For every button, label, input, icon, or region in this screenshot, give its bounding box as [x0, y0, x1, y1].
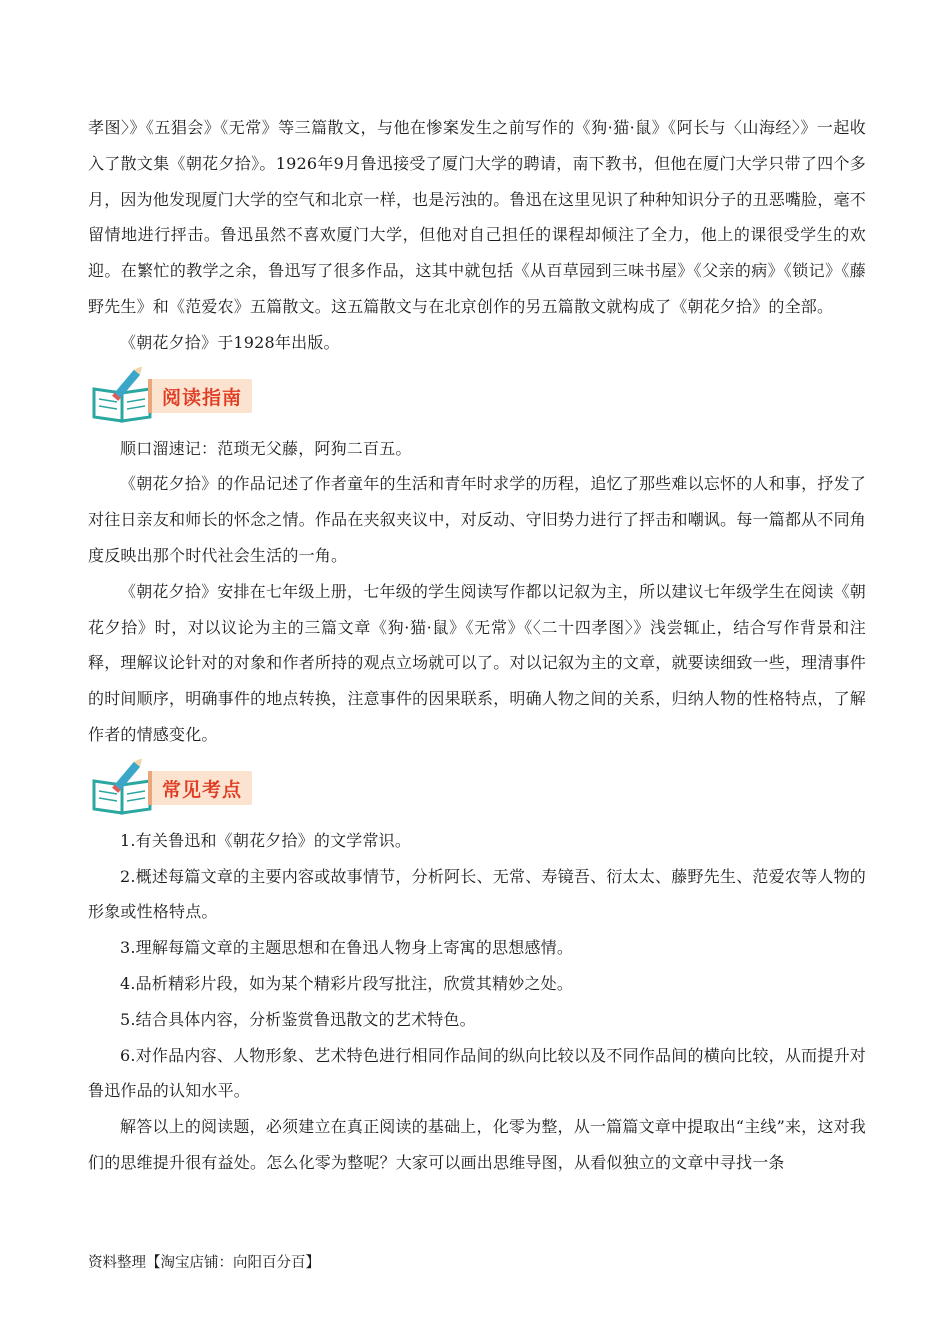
- exam-points-title: 常见考点: [162, 778, 243, 801]
- mnemonic-paragraph: 顺口溜速记：范琐无父藤，阿狗二百五。: [120, 438, 412, 458]
- intro-paragraph: 孝图〉》《五猖会》《无常》等三篇散文，与他在惨案发生之前写作的《狗·猫·鼠》《阿长与〈山海经〉》一起收入了散文集《朝花夕拾》。1926年9月鲁迅接受了厦门大学的聘请，南下教书，但他在厦门大学只带了四个多月，因为他发现厦门大学的空气和北京一样，也是污浊的。鲁迅在这里见识了种种知识分子的丑恶嘴脸，毫不留情地进行抨击。鲁迅虽然不喜欢厦门大学，但他对自己担任的课程却倾注了全力，他上的课很受学生的欢迎。在繁忙的教学之余，鲁迅写了很多作品，这其中就包括《从百草园到三味书屋》《父亲的病》《锁记》《藤野先生》和《范爱农》五篇散文。这五篇散文与在北京创作的另五篇散文就构成了《朝花夕拾》的全部。: [88, 118, 866, 316]
- reading-guide-title: 阅读指南: [162, 386, 243, 409]
- page-footer: 资料整理【淘宝店铺：向阳百分百】: [88, 1255, 320, 1271]
- publish-paragraph: 《朝花夕拾》于1928年出版。: [120, 332, 340, 352]
- reading-guide-header: [88, 365, 866, 427]
- exam-points-banner: [148, 771, 252, 805]
- exam-points-header: [88, 757, 866, 819]
- advice-paragraph: 《朝花夕拾》安排在七年级上册，七年级的学生阅读写作都以记叙为主，所以建议七年级学生在阅读《朝花夕拾》时，对以议论为主的三篇文章《狗·猫·鼠》《无常》《〈二十四孝图〉》浅尝辄止，结合写作背景和注释，理解议论针对的对象和作者所持的观点立场就可以了。对以记叙为主的文章，就要读细致一些，理清事件的时间顺序，明确事件的地点转换，注意事件的因果联系，明确人物之间的关系，归纳人物的性格特点，了解作者的情感变化。: [88, 581, 866, 744]
- exam-point-item: 5.结合具体内容，分析鉴赏鲁迅散文的艺术特色。: [120, 1009, 476, 1029]
- exam-point-item: 6.对作品内容、人物形象、艺术特色进行相同作品间的纵向比较以及不同作品间的横向比较，从而提升对鲁迅作品的认知水平。: [88, 1045, 866, 1101]
- reading-guide-banner: [148, 379, 252, 413]
- document-body: [88, 110, 866, 1181]
- summary-paragraph: 《朝花夕拾》的作品记述了作者童年的生活和青年时求学的历程，追忆了那些难以忘怀的人和事，抒发了对往日亲友和师长的怀念之情。作品在夹叙夹议中，对反动、守旧势力进行了抨击和嘲讽。每一篇都从不同角度反映出那个时代社会生活的一角。: [88, 474, 866, 565]
- closing-paragraph: 解答以上的阅读题，必须建立在真正阅读的基础上，化零为整，从一篇篇文章中提取出“主线”来，这对我们的思维提升很有益处。怎么化零为整呢？大家可以画出思维导图，从看似独立的文章中寻找一条: [88, 1117, 866, 1172]
- exam-point-item: 4.品析精彩片段，如为某个精彩片段写批注，欣赏其精妙之处。: [120, 973, 574, 993]
- exam-point-item: 3.理解每篇文章的主题思想和在鲁迅人物身上寄寓的思想感情。: [120, 938, 574, 958]
- exam-point-item: 2.概述每篇文章的主要内容或故事情节，分析阿长、无常、寿镜吾、衍太太、藤野先生、范爱农等人物的形象或性格特点。: [88, 866, 866, 922]
- exam-point-item: 1.有关鲁迅和《朝花夕拾》的文学常识。: [120, 830, 412, 850]
